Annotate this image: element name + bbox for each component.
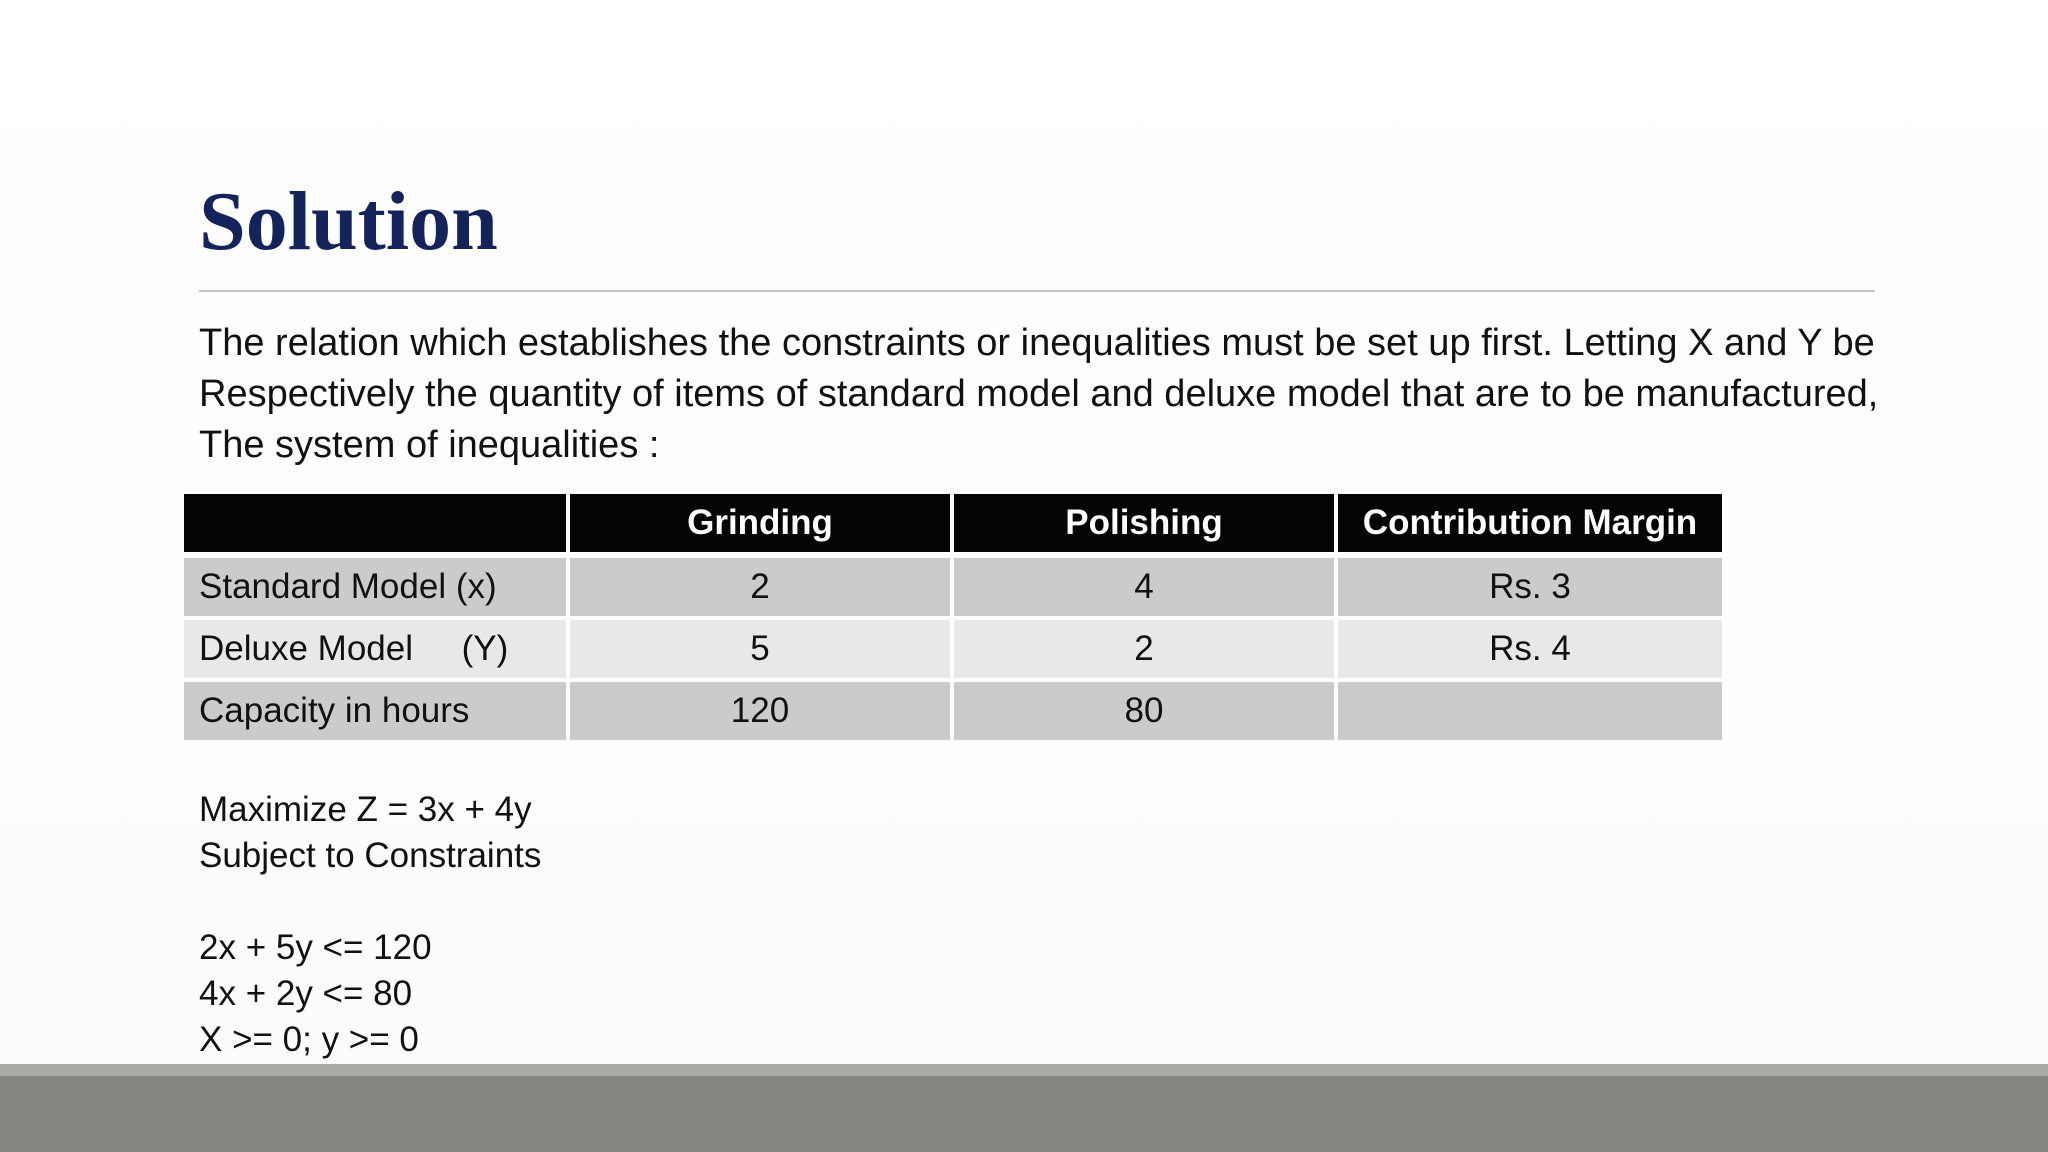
footer-strip — [0, 1064, 2048, 1076]
constraint-line: 4x + 2y <= 80 — [199, 974, 413, 1013]
table-row — [184, 618, 1724, 680]
spacer — [199, 879, 541, 925]
intro-line: The system of inequalities : — [199, 424, 660, 466]
header-cell-empty — [184, 494, 568, 555]
table-cell: 2 — [568, 555, 952, 618]
title-divider — [199, 290, 1875, 292]
table-cell: 2 — [952, 618, 1336, 680]
constraints-heading: Subject to Constraints — [199, 836, 542, 875]
table-header-row — [184, 494, 1724, 555]
data-table — [184, 494, 1726, 744]
header-cell-polishing: Polishing — [952, 494, 1336, 555]
slide-title: Solution — [199, 175, 498, 268]
formulation-block — [199, 787, 541, 1063]
table-cell: 4 — [952, 555, 1336, 618]
intro-paragraph — [199, 318, 1959, 471]
table-cell: 80 — [952, 680, 1336, 742]
objective-function: Maximize Z = 3x + 4y — [199, 790, 532, 829]
constraint-line: 2x + 5y <= 120 — [199, 928, 432, 967]
table-cell: 120 — [568, 680, 952, 742]
table-cell: Rs. 4 — [1336, 618, 1724, 680]
intro-line: Respectively the quantity of items of standard model and deluxe model that are to be manufactured, — [199, 373, 1879, 415]
table-cell — [1336, 680, 1724, 742]
header-cell-contribution-margin: Contribution Margin — [1336, 494, 1724, 555]
row-label: Deluxe Model (Y) — [184, 618, 568, 680]
constraint-line: X >= 0; y >= 0 — [199, 1020, 419, 1059]
intro-line: The relation which establishes the constraints or inequalities must be set up first. Letting X and Y be — [199, 322, 1875, 364]
row-label: Capacity in hours — [184, 680, 568, 742]
table-cell: 5 — [568, 618, 952, 680]
row-label: Standard Model (x) — [184, 555, 568, 618]
table-row — [184, 555, 1724, 618]
table-cell: Rs. 3 — [1336, 555, 1724, 618]
footer-bar — [0, 1076, 2048, 1152]
table-row — [184, 680, 1724, 742]
header-cell-grinding: Grinding — [568, 494, 952, 555]
